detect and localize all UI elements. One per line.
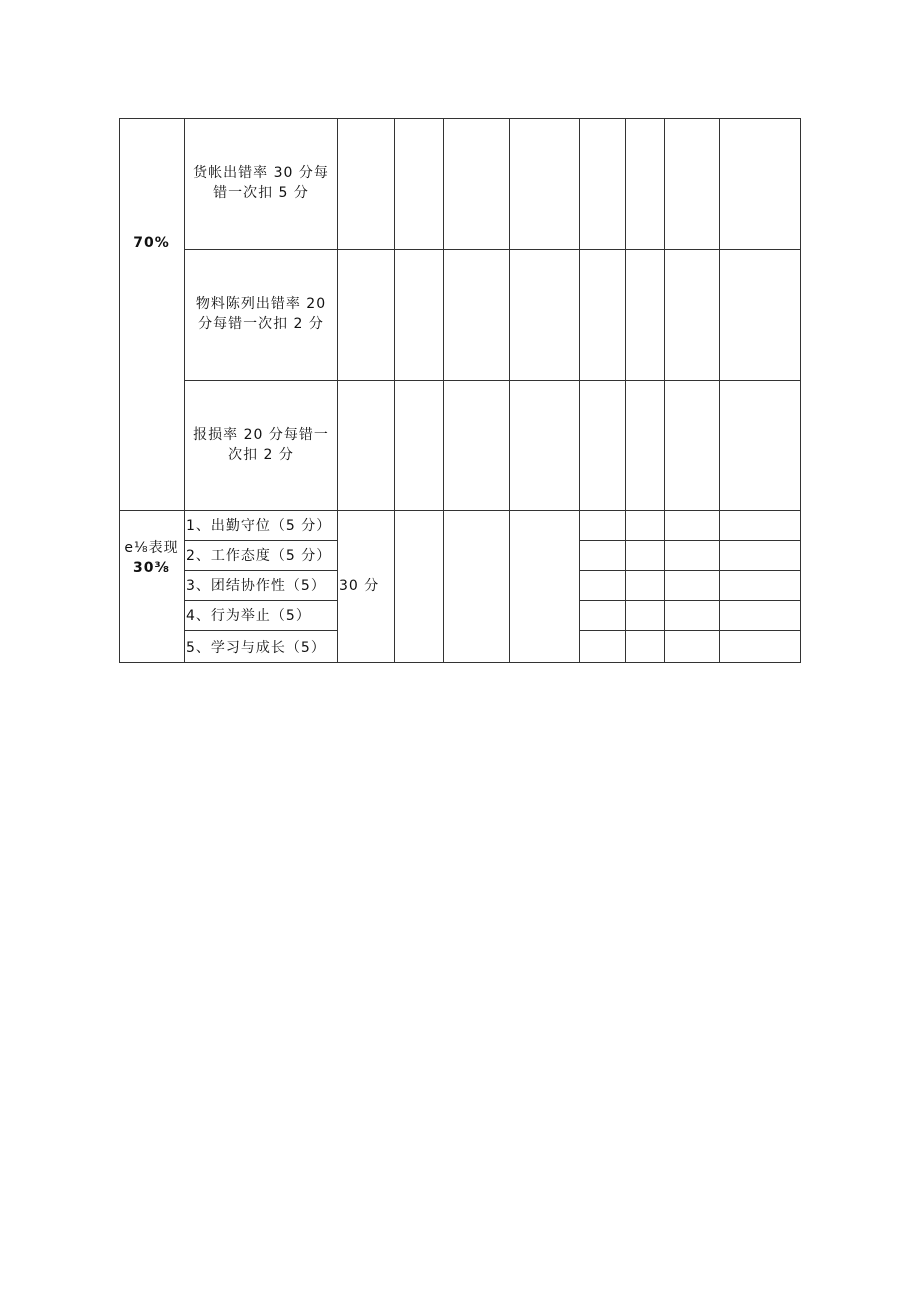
- column-divider: [509, 118, 510, 663]
- performance-item-line: 次扣 2 分: [228, 447, 294, 463]
- performance-weight: 70%: [133, 235, 170, 251]
- behavior-item: 3、团结协作性（5）: [186, 578, 326, 594]
- performance-item: [186, 163, 336, 203]
- sub-row-divider: [184, 570, 337, 571]
- behavior-item: 5、学习与成长（5）: [186, 640, 326, 656]
- row-divider: [184, 249, 801, 250]
- behavior-item: 2、工作态度（5 分）: [186, 548, 332, 564]
- column-divider: [719, 118, 720, 663]
- performance-item-line: 报损率 20 分每错一: [193, 427, 329, 443]
- performance-item-line: 分每错一次扣 2 分: [198, 316, 324, 332]
- performance-item-line: 错一次扣 5 分: [213, 185, 309, 201]
- sub-row-divider: [184, 600, 337, 601]
- column-divider: [394, 118, 395, 663]
- sub-row-divider: [579, 600, 801, 601]
- table-border-top: [119, 118, 801, 119]
- behavior-item: 1、出勤守位（5 分）: [186, 518, 332, 534]
- behavior-score: 30 分: [339, 578, 380, 594]
- performance-item-line: 物料陈列出错率 20: [195, 296, 327, 312]
- row-divider: [184, 380, 801, 381]
- table-border-right: [800, 118, 801, 663]
- column-divider: [625, 118, 626, 663]
- behavior-weight: 30⅜: [133, 560, 170, 576]
- performance-item: [186, 294, 336, 334]
- behavior-title-line: e⅛表现: [124, 540, 179, 556]
- sub-row-divider: [184, 630, 337, 631]
- column-divider: [664, 118, 665, 663]
- column-divider: [119, 118, 120, 663]
- sub-row-divider: [579, 540, 801, 541]
- behavior-title: [119, 538, 184, 578]
- column-divider: [337, 118, 338, 663]
- performance-item: [186, 425, 336, 465]
- table-border-bottom: [119, 662, 801, 663]
- column-divider: [184, 118, 185, 663]
- column-divider: [579, 118, 580, 663]
- sub-row-divider: [184, 540, 337, 541]
- sub-row-divider: [579, 570, 801, 571]
- column-divider: [443, 118, 444, 663]
- sub-row-divider: [579, 630, 801, 631]
- performance-item-line: 货帐出错率 30 分每: [193, 165, 329, 181]
- behavior-item: 4、行为举止（5）: [186, 608, 311, 624]
- section-divider: [119, 510, 801, 511]
